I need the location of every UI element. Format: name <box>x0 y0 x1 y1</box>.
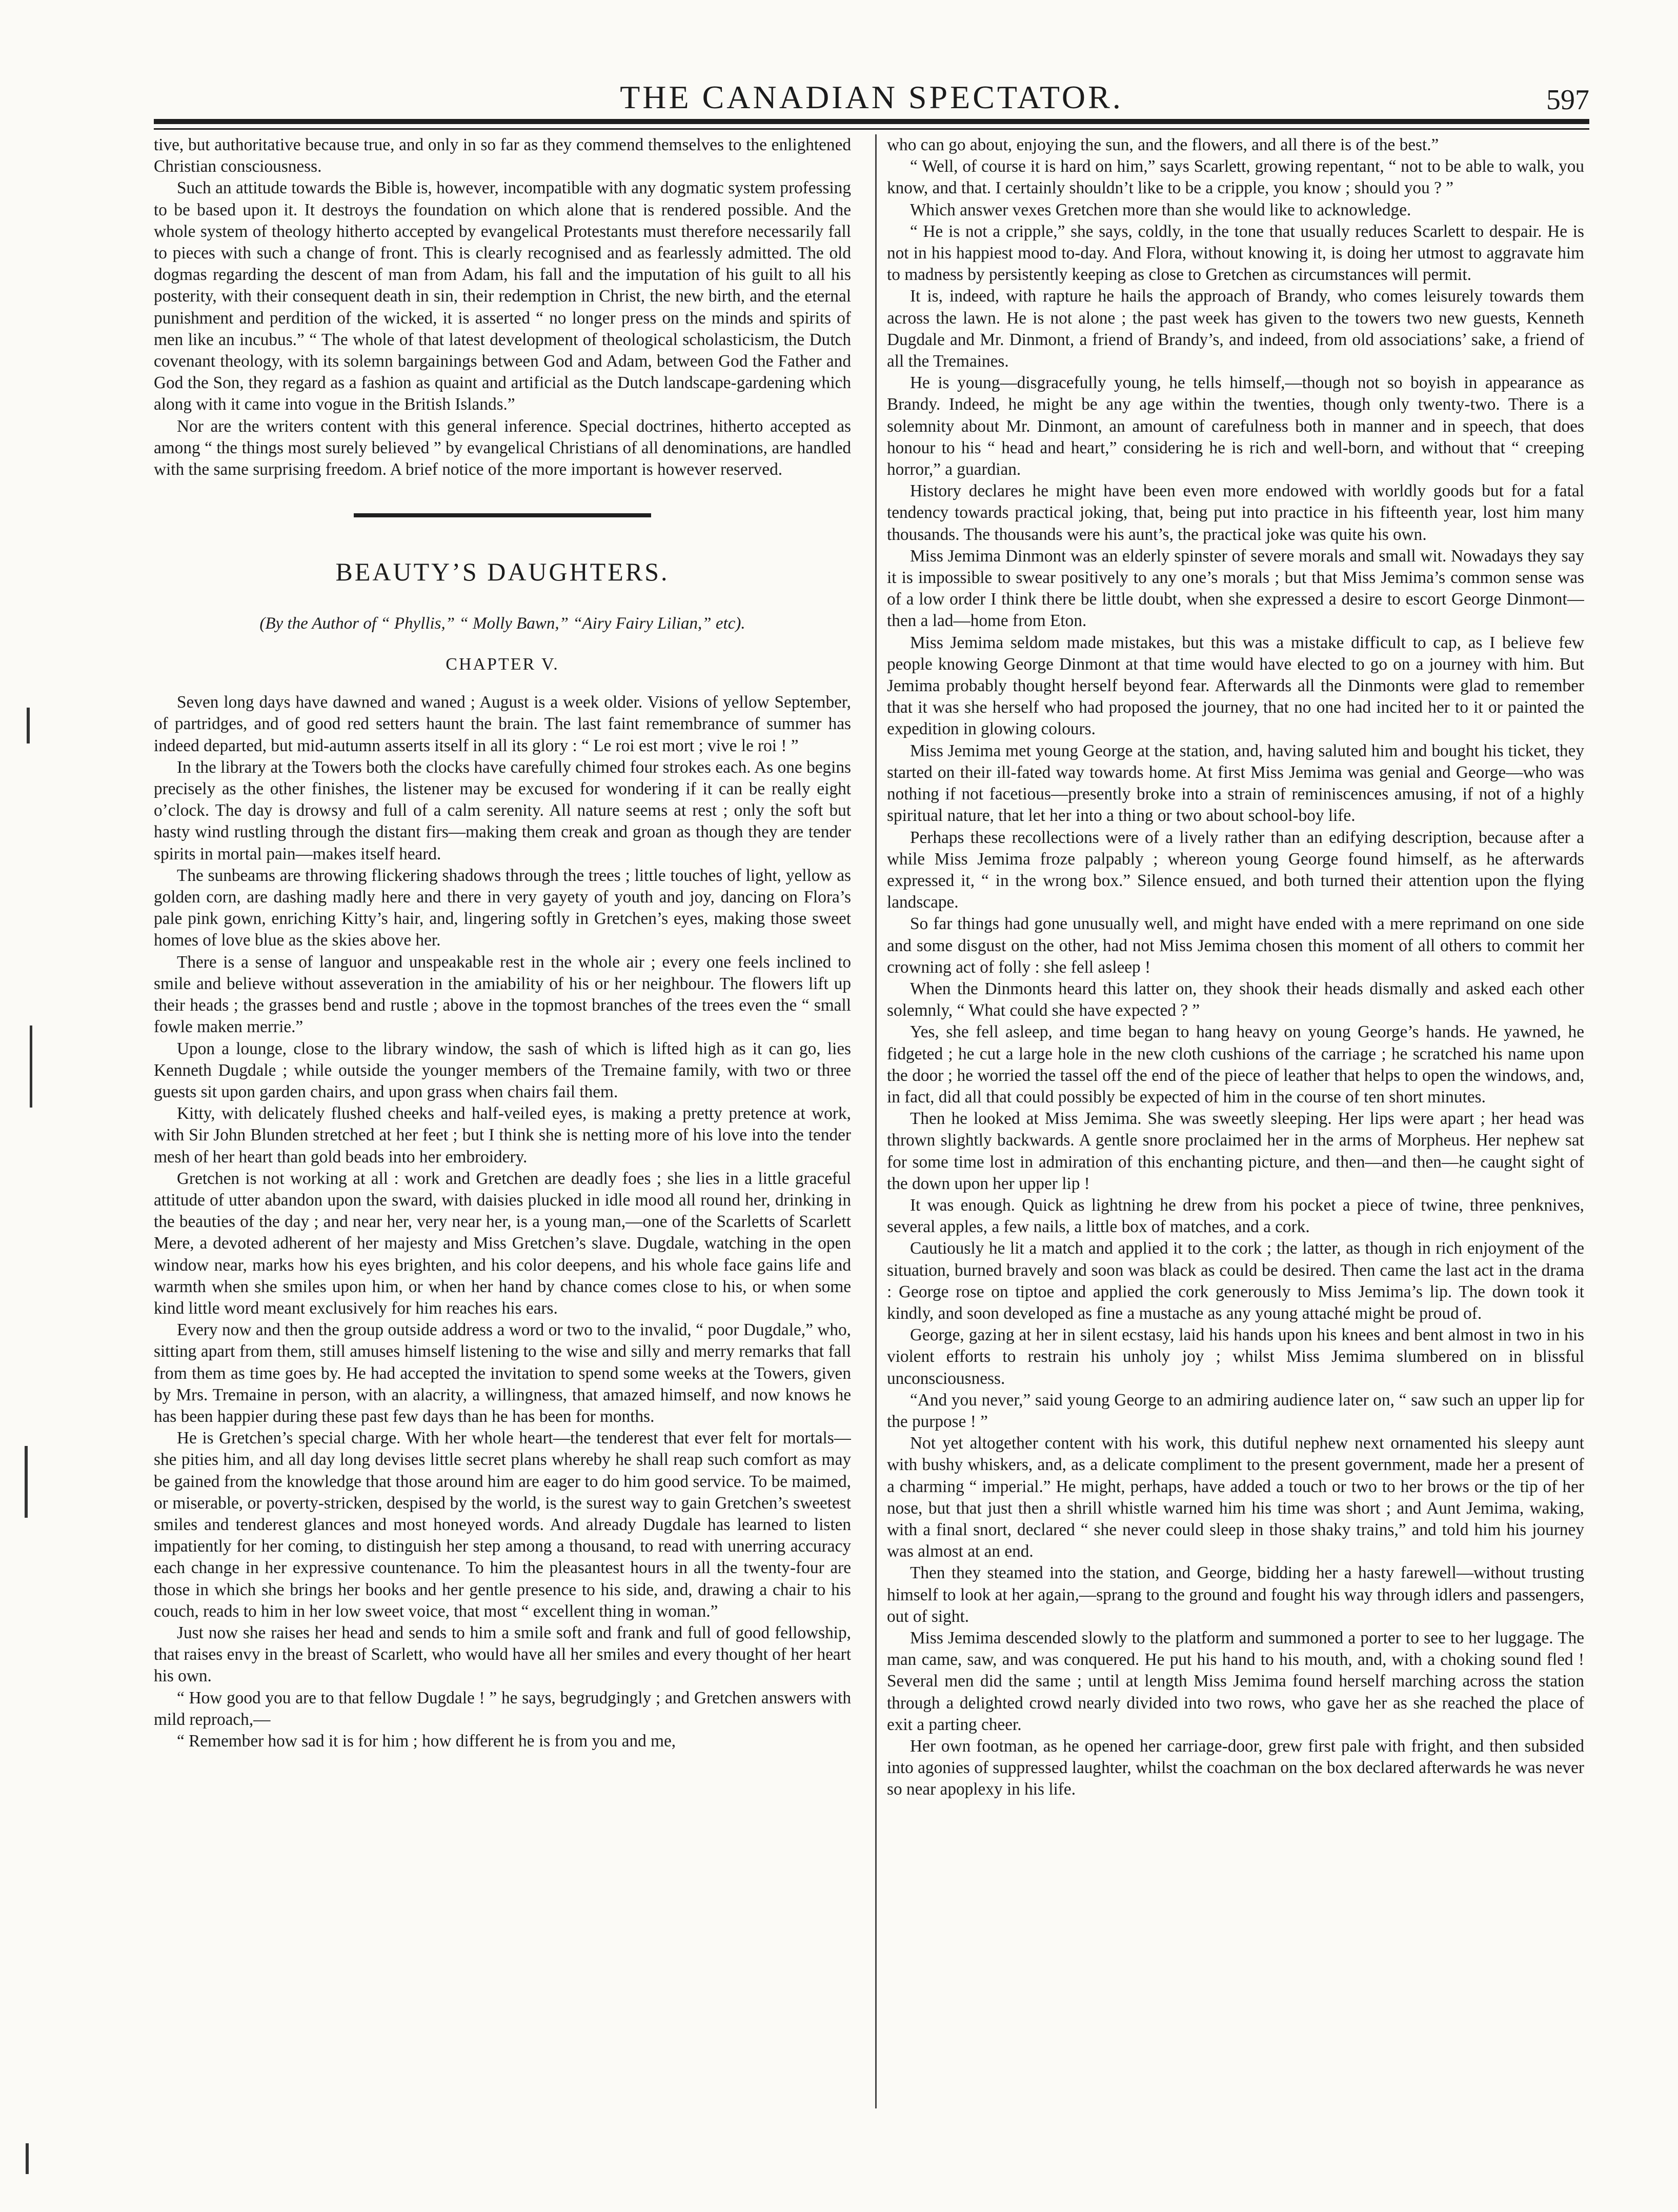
page-header <box>154 77 1589 126</box>
margin-mark <box>27 708 30 743</box>
story-paragraph: “ How good you are to that fellow Dugdale ! ” he says, begrudgingly ; and Gretchen answers with mild reproach,— <box>154 1688 851 1729</box>
story-paragraph: who can go about, enjoying the sun, and the flowers, and all there is of the best.” <box>887 135 1439 154</box>
chapter-heading: CHAPTER V. <box>446 655 559 674</box>
story-paragraph: When the Dinmonts heard this latter on, they shook their heads dismally and asked each other solemnly, “ What could she have expected ? ” <box>887 979 1584 1020</box>
story-paragraph: Miss Jemima met young George at the station, and, having saluted him and bought his ticket, they started on their ill-fated way towards home. At first Miss Jemima was genial and George—who was nothing if not facetious—presently broke into a strain of reminiscences amusing, if not of a highly spiritual nature, that let her into a thing or two about school-boy life. <box>887 741 1584 826</box>
margin-mark <box>30 1025 32 1108</box>
story-paragraph: George, gazing at her in silent ecstasy, laid his hands upon his knees and bent almost in two in his violent efforts to restrain his unholy joy ; whilst Miss Jemima slumbered on in blissful unconsciousness. <box>887 1325 1584 1388</box>
story-paragraph: So far things had gone unusually well, and might have ended with a mere reprimand on one side and some disgust on the other, had not Miss Jemima chosen this moment of all others to commit her crowning act of folly : she fell asleep ! <box>887 914 1584 977</box>
story-paragraph: Yes, she fell asleep, and time began to hang heavy on young George’s hands. He yawned, he fidgeted ; he cut a large hole in the new cloth cushions of the carriage ; he scratched his name upon the door ; he worried the tassel off the end of the piece of leather that helps to open the windows, and, in fact, did all that could possibly be expected of him in the course of ten short minutes. <box>887 1022 1584 1107</box>
story-paragraph: Her own footman, as he opened her carriage-door, grew first pale with fright, and then subsided into agonies of suppressed laughter, whilst the coachman on the box declared afterwards he was never so near apoplexy in his life. <box>887 1737 1584 1799</box>
story-paragraph: Miss Jemima Dinmont was an elderly spinster of severe morals and small wit. Nowadays they say it is impossible to swear positively to any one’s morals ; but that Miss Jemima’s common sense was of a low order I think there be little doubt, when she expressed a desire to escort George Dinmont—then a lad—home from Eton. <box>887 546 1584 631</box>
story-paragraph: Gretchen is not working at all : work and Gretchen are deadly foes ; she lies in a little graceful attitude of utter abandon upon the sward, with daisies plucked in idle mood all round her, drinking in the beauties of the day ; and near her, very near her, is a young man,—one of the Scarletts of Scarlett Mere, a devoted adherent of her majesty and Miss Gretchen’s slave. Dugdale, watching in the open window near, marks how his eyes brighten, and his color deepens, and his whole face gains life and warmth when she smiles upon him, or when her hand by chance comes close to his, or when some kind little word meant exclusively for him reaches his ears. <box>154 1169 851 1318</box>
article-paragraph: Such an attitude towards the Bible is, however, incompatible with any dogmatic system professing to be based upon it. It destroys the foundation on which alone that is rendered possible. And the whole system of theology hitherto accepted by evangelical Protestants must therefore necessarily fall to pieces with such a change of front. This is clearly recognised and as fearlessly admitted. The old dogmas regarding the descent of man from Adam, his fall and the imputation of his guilt to all his posterity, with their consequent death in sin, their redemption in Christ, the new birth, and the eternal punishment and perdition of the wicked, it is asserted “ no longer press on the minds and spirits of men like an incubus.” “ The whole of that latest development of theological scholasticism, the Dutch covenant theology, with its solemn bargainings between God and Adam, between God the Father and God the Son, they regard as a fashion as quaint and artificial as the Dutch landscape-gardening which along with it came into vogue in the British Islands.” <box>154 178 851 414</box>
story-paragraph: Just now she raises her head and sends to him a smile soft and frank and full of good fellowship, that raises envy in the breast of Scarlett, who would have all her smiles and every thought of her heart his own. <box>154 1623 851 1686</box>
story-paragraph: Upon a lounge, close to the library window, the sash of which is lifted high as it can go, lies Kenneth Dugdale ; while outside the younger members of the Tremaine family, with two or three guests sit upon garden chairs, and upon grass when chairs fail them. <box>154 1039 851 1101</box>
story-paragraph: He is young—disgracefully young, he tells himself,—though not so boyish in appearance as Brandy. Indeed, he might be any age within the twenties, though only twenty-two. There is a solemnity about Mr. Dinmont, an amount of carefulness both in manner and in speech, that does honour to his “ head and heart,” considering he is rich and well-born, and without that “ creeping horror,” a guardian. <box>887 373 1584 479</box>
story-paragraph: Miss Jemima descended slowly to the platform and summoned a porter to see to her luggage. The man came, saw, and was conquered. He put his hand to his mouth, and, with a choking sound fled ! Several men did the same ; until at length Miss Jemima found herself marching across the station through a delighted crowd nearly divided into two rows, who gave her as she reached the place of exit a parting cheer. <box>887 1628 1584 1734</box>
story-paragraph: History declares he might have been even more endowed with worldly goods but for a fatal tendency towards practical joking, that, being put into practice in his fifteenth year, lost him many thousands. The thousands were his aunt’s, the practical joke was quite his own. <box>887 481 1584 544</box>
story-paragraph: Perhaps these recollections were of a lively rather than an edifying description, because after a while Miss Jemima froze palpably ; whereon young George found himself, as he afterwards expressed it, “ in the wrong box.” Silence ensued, and both turned their attention upon the flying landscape. <box>887 828 1584 912</box>
story-paragraph: “And you never,” said young George to an admiring audience later on, “ saw such an upper lip for the purpose ! ” <box>887 1390 1584 1431</box>
story-paragraph: It was enough. Quick as lightning he drew from his pocket a piece of twine, three penknives, several apples, a few nails, a little box of matches, and a cork. <box>887 1195 1584 1237</box>
margin-mark <box>26 2143 29 2174</box>
story-paragraph: The sunbeams are throwing flickering shadows through the trees ; little touches of light, yellow as golden corn, are dashing madly here and there in very gayety of youth and joy, dancing on Flora’s pale pink gown, enriching Kitty’s hair, and, lingering softly in Gretchen’s eyes, making those sweet homes of love blue as the skies above her. <box>154 866 851 950</box>
left-column <box>154 134 851 2114</box>
article-paragraph: Nor are the writers content with this general inference. Special doctrines, hitherto accepted as among “ the things most surely believed ” by evangelical Christians of all denominations, are handled with the same surprising freedom. A brief notice of the more important is however reserved. <box>154 416 851 479</box>
right-column <box>887 134 1584 2114</box>
story-title: BEAUTY’S DAUGHTERS. <box>335 557 670 587</box>
story-paragraph: Every now and then the group outside address a word or two to the invalid, “ poor Dugdale,” who, sitting apart from them, still amuses himself listening to the wise and silly and merry remarks that fall from them as time goes by. He had accepted the invitation to spend some weeks at the Towers, given by Mrs. Tremaine in person, with an alacrity, a willingness, that amazed himself, and now knows he has been happier during these past few days than he has been for months. <box>154 1320 851 1426</box>
margin-mark <box>25 1446 28 1518</box>
section-divider <box>354 513 651 517</box>
header-rule-thin <box>154 128 1589 130</box>
story-paragraph: “ Remember how sad it is for him ; how different he is from you and me, <box>177 1732 676 1751</box>
story-paragraph: Cautiously he lit a match and applied it to the cork ; the latter, as though in rich enjoyment of the situation, burned bravely and soon was black as could be desired. Then came the last act in the drama : George rose on tiptoe and applied the cork generously to Miss Jemima’s lip. The down took it kindly, and soon developed as fine a mustache as any young attaché might be proud of. <box>887 1239 1584 1323</box>
story-paragraph: Miss Jemima seldom made mistakes, but this was a mistake difficult to cap, as I believe few people knowing George Dinmont at that time would have elected to go on a journey with him. But Jemima probably thought herself beyond fear. Afterwards all the Dinmonts were glad to remember that it was she herself who had proposed the journey, that no one had incited her to it or painted the expedition in glowing colours. <box>887 633 1584 739</box>
column-divider <box>875 134 877 2108</box>
story-paragraph: He is Gretchen’s special charge. With her whole heart—the tenderest that ever felt for mortals—she pities him, and all day long devises little secret plans whereby he shall reap such comfort as may be gained from the knowledge that those around him are eager to do him good service. To be maimed, or miserable, or poverty-stricken, despised by the world, is the surest way to gain Gretchen’s sweetest smiles and tenderest glances and most honeyed words. And already Dugdale has learned to listen impatiently for her coming, to distinguish her step among a thousand, to read with unerring accuracy each change in her expressive countenance. To him the pleasantest hours in all the twenty-four are those in which she brings her books and her gentle presence to his side, and, drawing a chair to his couch, reads to him in her low sweet voice, that most “ excellent thing in woman.” <box>154 1429 851 1621</box>
story-paragraph: Then they steamed into the station, and George, bidding her a hasty farewell—without trusting himself to look at her again,—sprang to the ground and fought his way through idlers and passengers, out of sight. <box>887 1563 1584 1626</box>
header-rule-thick <box>154 119 1589 124</box>
story-paragraph: “ Well, of course it is hard on him,” says Scarlett, growing repentant, “ not to be able to walk, you know, and that. I certainly shouldn’t like to be a cripple, you know ; should you ? ” <box>887 157 1584 198</box>
journal-title: THE CANADIAN SPECTATOR. <box>620 79 1123 115</box>
story-paragraph: There is a sense of languor and unspeakable rest in the whole air ; every one feels inclined to smile and believe without asseveration in the amiability of his or her neighbour. The flowers lift up their heads ; the grasses bend and rustle ; above in the topmost branches of the trees even the “ small fowle maken merrie.” <box>154 952 851 1037</box>
story-paragraph: Then he looked at Miss Jemima. She was sweetly sleeping. Her lips were apart ; her head was thrown slightly backwards. A gentle snore proclaimed her in the arms of Morpheus. Her nephew sat for some time lost in admiration of this enchanting picture, and then—and then—he caught sight of the down upon her upper lip ! <box>887 1109 1584 1193</box>
page-number: 597 <box>1546 84 1589 116</box>
story-paragraph: It is, indeed, with rapture he hails the approach of Brandy, who comes leisurely towards them across the lawn. He is not alone ; the past week has given to the towers two new guests, Kenneth Dugdale and Mr. Dinmont, a friend of Brandy’s, and indeed, from old associations’ sake, a friend of all the Tremaines. <box>887 287 1584 371</box>
story-paragraph: “ He is not a cripple,” she says, coldly, in the tone that usually reduces Scarlett to despair. He is not in his happiest mood to-day. And Flora, without knowing it, is doing her utmost to aggravate him to madness by persistently keeping as close to Gretchen as circumstances will permit. <box>887 222 1584 285</box>
story-byline: (By the Author of “ Phyllis,” “ Molly Bawn,” “Airy Fairy Lilian,” etc). <box>259 614 745 633</box>
story-paragraph: Which answer vexes Gretchen more than she would like to acknowledge. <box>910 200 1411 219</box>
story-paragraph: Not yet altogether content with his work, this dutiful nephew next ornamented his sleepy aunt with bushy whiskers, and, as a delicate compliment to the present government, made her a present of a charming “ imperial.” He might, perhaps, have added a touch or two to her brows or the tip of her nose, but that just then a shrill whistle warned him his time was short ; and Aunt Jemima, waking, with a final snort, declared “ she never could sleep in those shaky trains,” and told him his journey was almost at an end. <box>887 1434 1584 1561</box>
article-paragraph: tive, but authoritative because true, and only in so far as they commend themselves to the enlightened Christian consciousness. <box>154 135 851 176</box>
story-paragraph: Seven long days have dawned and waned ; August is a week older. Visions of yellow September, of partridges, and of good red setters haunt the brain. The last faint remembrance of summer has indeed departed, but mid-autumn asserts itself in all its glory : “ Le roi est mort ; vive le roi ! ” <box>154 693 851 755</box>
story-paragraph: Kitty, with delicately flushed cheeks and half-veiled eyes, is making a pretty pretence at work, with Sir John Blunden stretched at her feet ; but I think she is netting more of his love into the tender mesh of her heart than gold beads into her embroidery. <box>154 1104 851 1167</box>
story-paragraph: In the library at the Towers both the clocks have carefully chimed four strokes each. As one begins precisely as the other finishes, the listener may be excused for wondering if it can be really eight o’clock. The day is drowsy and full of a calm serenity. All nature seems at rest ; only the soft but hasty wind rustling through the distant firs—making them creak and groan as though they are tender spirits in mortal pain—makes itself heard. <box>154 757 851 863</box>
